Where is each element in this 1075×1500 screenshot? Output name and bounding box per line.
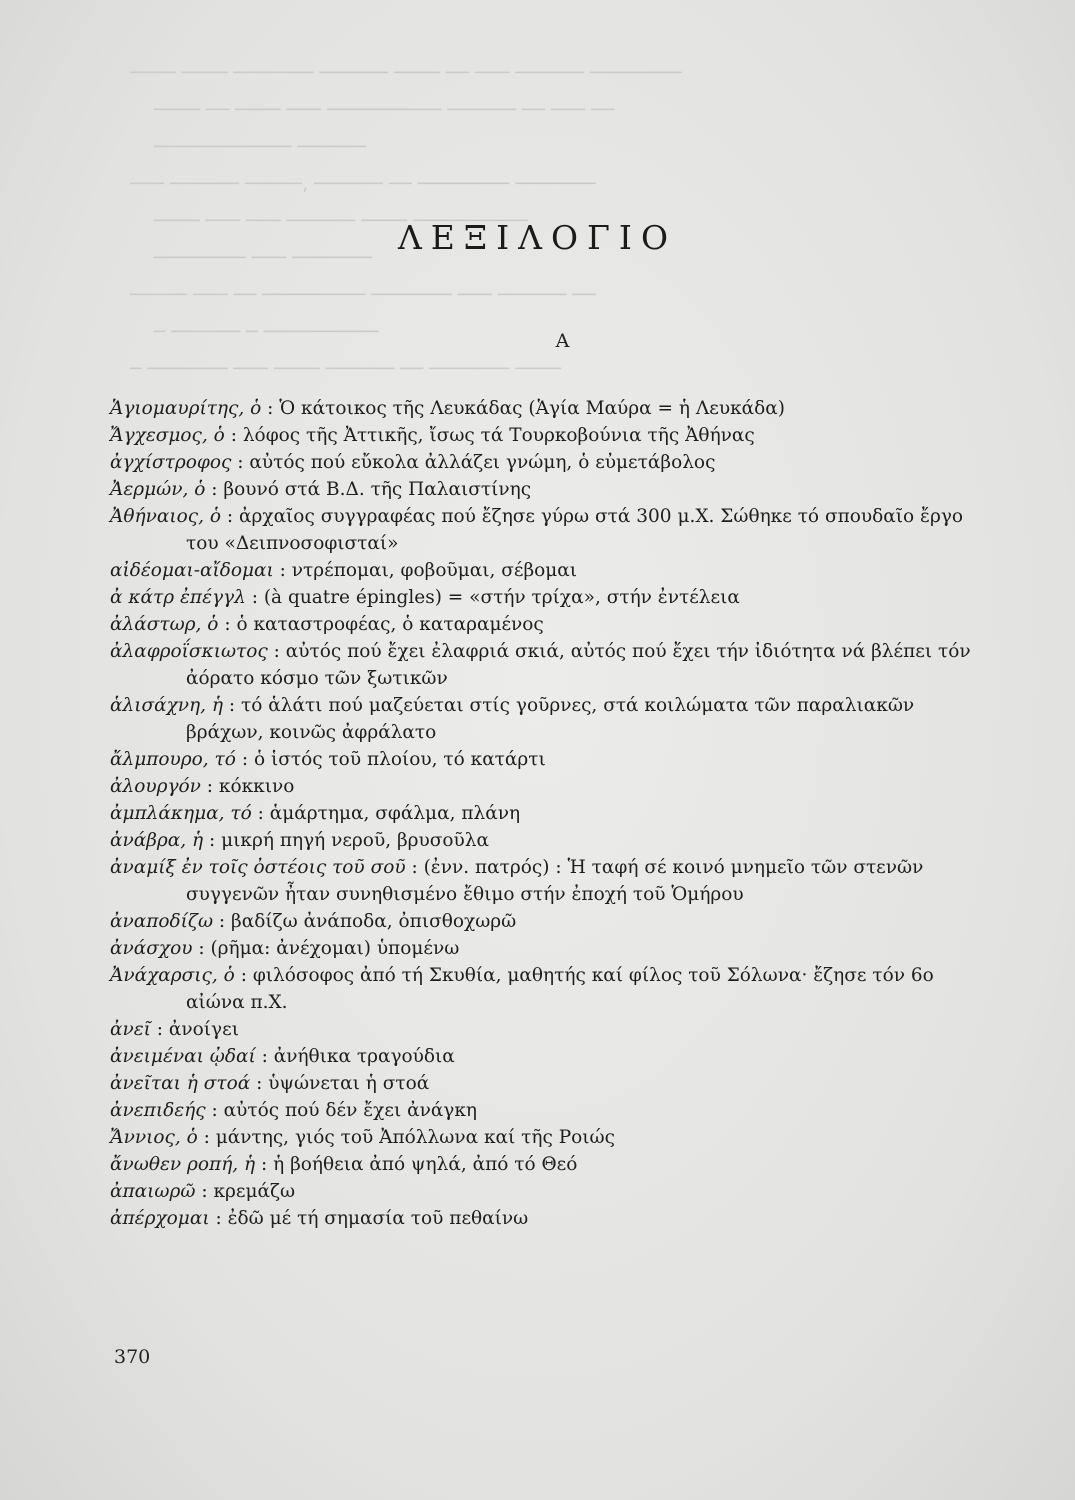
entry-term: ἀμπλάκημα, τό bbox=[110, 803, 252, 824]
entry-term: ἀλουργόν bbox=[110, 776, 201, 797]
entry-definition: ἀνοίγει bbox=[168, 1019, 239, 1040]
entry-separator: : bbox=[205, 1100, 224, 1121]
entry-term: ἀναμίξ ἐν τοῖς ὀστέοις τοῦ σοῦ bbox=[110, 857, 406, 878]
entry-definition: φιλόσοφος ἀπό τή Σκυθία, μαθητής καί φίλος τοῦ Σόλωνα· ἔζησε τόν 6ο αἰώνα π.Χ. bbox=[186, 965, 934, 1013]
entry-term: ἀπέρχομαι bbox=[110, 1208, 210, 1229]
entry-term: Ἁγιομαυρίτης, ὁ bbox=[110, 398, 262, 419]
entry-definition: (ρῆμα: ἀνέχομαι) ὑπομένω bbox=[210, 938, 460, 959]
entry-term: ἀνεῖται ἡ στοά bbox=[110, 1073, 251, 1094]
glossary-entry bbox=[110, 638, 980, 692]
entry-definition: κόκκινο bbox=[218, 776, 295, 797]
glossary-entry bbox=[110, 1070, 980, 1097]
glossary-entry bbox=[110, 854, 980, 908]
entry-definition: λόφος τῆς Ἀττικῆς, ἴσως τά Τουρκοβούνια τῆς Ἀθήνας bbox=[242, 425, 755, 446]
entry-separator: : bbox=[235, 749, 254, 770]
glossary-entry bbox=[110, 557, 980, 584]
entry-term: ἀνεῖ bbox=[110, 1019, 151, 1040]
entry-separator: : bbox=[255, 1154, 274, 1175]
entry-term: Ἄννιος, ὁ bbox=[110, 1127, 198, 1148]
entry-definition: κρεμάζω bbox=[213, 1181, 296, 1202]
entry-term: ἀλάστωρ, ὁ bbox=[110, 614, 219, 635]
entry-separator: : bbox=[224, 425, 243, 446]
entry-term: ἄνωθεν ροπή, ἡ bbox=[110, 1154, 256, 1175]
entry-term: ἀνεπιδεής bbox=[110, 1100, 206, 1121]
entry-definition: ἡ βοήθεια ἀπό ψηλά, ἀπό τό Θεό bbox=[273, 1154, 578, 1175]
entry-separator: : bbox=[405, 857, 424, 878]
glossary-entry bbox=[110, 1097, 980, 1124]
entry-definition: ὑψώνεται ἡ στοά bbox=[268, 1073, 430, 1094]
entry-separator: : bbox=[200, 776, 219, 797]
entry-term: Ἄγχεσμος, ὁ bbox=[110, 425, 225, 446]
glossary-entry bbox=[110, 1205, 980, 1232]
entry-definition: (à quatre épingles) = «στήν τρίχα», στήν ἐντέλεια bbox=[263, 587, 740, 608]
entry-definition: ἁμάρτημα, σφάλμα, πλάνη bbox=[269, 803, 521, 824]
entry-definition: (ἐνν. πατρός) : Ἡ ταφή σέ κοινό μνημεῖο τῶν στενῶν συγγενῶν ἦταν συνηθισμένο ἔθιμο στήν ἐποχή τοῦ Ὁμήρου bbox=[186, 857, 924, 905]
glossary-entry bbox=[110, 449, 980, 476]
entry-term: αἰδέομαι-αἴδομαι bbox=[110, 560, 274, 581]
entry-definition: ὁ καταστροφέας, ὁ καταραμένος bbox=[236, 614, 544, 635]
entry-term: ἁλισάχνη, ἡ bbox=[110, 695, 223, 716]
glossary-entry bbox=[110, 422, 980, 449]
glossary-entry bbox=[110, 584, 980, 611]
entry-separator: : bbox=[213, 911, 232, 932]
entry-term: Ἀερμών, ὁ bbox=[110, 479, 206, 500]
entry-separator: : bbox=[234, 965, 253, 986]
page-number: 370 bbox=[114, 1346, 151, 1368]
entry-separator: : bbox=[222, 695, 241, 716]
entry-separator: : bbox=[273, 560, 292, 581]
entry-definition: μάντης, γιός τοῦ Ἀπόλλωνα καί τῆς Ροιώς bbox=[215, 1127, 615, 1148]
glossary-entry bbox=[110, 800, 980, 827]
glossary-entry bbox=[110, 1151, 980, 1178]
entry-term: ἀναποδίζω bbox=[110, 911, 214, 932]
glossary-entry bbox=[110, 1124, 980, 1151]
entry-term: ἀνάσχου bbox=[110, 938, 193, 959]
entry-term: ἀνειμέναι ᾠδαί bbox=[110, 1046, 256, 1067]
glossary-entry bbox=[110, 908, 980, 935]
entry-separator: : bbox=[245, 587, 264, 608]
glossary-entry bbox=[110, 395, 980, 422]
entry-separator: : bbox=[203, 830, 222, 851]
entry-definition: ἀνήθικα τραγούδια bbox=[273, 1046, 455, 1067]
entry-separator: : bbox=[231, 452, 250, 473]
entry-separator: : bbox=[195, 1181, 214, 1202]
glossary-entry bbox=[110, 503, 980, 557]
entry-separator: : bbox=[150, 1019, 169, 1040]
entry-term: Ἀνάχαρσις, ὁ bbox=[110, 965, 235, 986]
glossary-entry bbox=[110, 746, 980, 773]
entry-separator: : bbox=[205, 479, 224, 500]
glossary-entry bbox=[110, 1016, 980, 1043]
entry-term: ἀπαιωρῶ bbox=[110, 1181, 196, 1202]
entry-definition: Ὁ κάτοικος τῆς Λευκάδας (Ἁγία Μαύρα = ἡ Λευκάδα) bbox=[279, 398, 785, 419]
glossary-entry bbox=[110, 962, 980, 1016]
entry-definition: ἐδῶ μέ τή σημασία τοῦ πεθαίνω bbox=[227, 1208, 529, 1229]
section-letter: Α bbox=[555, 330, 570, 352]
glossary-entry bbox=[110, 935, 980, 962]
entry-separator: : bbox=[220, 506, 239, 527]
glossary-entry bbox=[110, 773, 980, 800]
entry-definition: βουνό στά Β.Δ. τῆς Παλαιστίνης bbox=[223, 479, 532, 500]
entry-definition: μικρή πηγή νεροῦ, βρυσοῦλα bbox=[221, 830, 489, 851]
glossary-entry bbox=[110, 1043, 980, 1070]
entry-separator: : bbox=[261, 398, 280, 419]
glossary-list bbox=[110, 395, 980, 1232]
entry-definition: βαδίζω ἀνάποδα, ὀπισθοχωρῶ bbox=[231, 911, 517, 932]
entry-separator: : bbox=[209, 1208, 228, 1229]
entry-definition: ἀρχαῖος συγγραφέας πού ἔζησε γύρω στά 300 μ.Χ. Σώθηκε τό σπουδαῖο ἔργο του «Δειπνοσοφισταί» bbox=[186, 506, 964, 554]
entry-term: ἀγχίστροφος bbox=[110, 452, 232, 473]
entry-separator: : bbox=[267, 641, 286, 662]
bleed-through-text: ──── ──── ─────── ────── ──── ── ─── ────── ──────── ──── ── ──── ─── ────────── ────── ── ─── ── ──────────── ────── ─── ────── ─────, ────── ── ──────── ─────── ──── ─── ─── ────── ──── ────────── ──────── ─── ─────── ───── ─── ── ───────── ─────── ─── ────── ── ─ ────── ─ ────────── ─ ─────── ─── ──── ────── ── ─────── ──── bbox=[130, 62, 682, 380]
entry-term: ἀλαφροΐσκιωτος bbox=[110, 641, 268, 662]
glossary-entry bbox=[110, 692, 980, 746]
entry-separator: : bbox=[197, 1127, 216, 1148]
entry-definition: ὁ ἱστός τοῦ πλοίου, τό κατάρτι bbox=[253, 749, 546, 770]
entry-separator: : bbox=[218, 614, 237, 635]
glossary-entry bbox=[110, 476, 980, 503]
entry-separator: : bbox=[255, 1046, 274, 1067]
page-title: ΛΕΞΙΛΟΓΙΟ bbox=[397, 218, 678, 257]
entry-separator: : bbox=[251, 803, 270, 824]
entry-definition: τό ἁλάτι πού μαζεύεται στίς γοῦρνες, στά κοιλώματα τῶν παραλιακῶν βράχων, κοινῶς ἀφράλατο bbox=[186, 695, 915, 743]
entry-term: ἀνάβρα, ἡ bbox=[110, 830, 204, 851]
glossary-entry bbox=[110, 827, 980, 854]
entry-definition: ντρέπομαι, φοβοῦμαι, σέβομαι bbox=[291, 560, 578, 581]
entry-definition: αὐτός πού εὔκολα ἀλλάζει γνώμη, ὁ εὐμετάβολος bbox=[249, 452, 716, 473]
glossary-entry bbox=[110, 1178, 980, 1205]
entry-separator: : bbox=[192, 938, 211, 959]
entry-term: ἀ κάτρ ἐπέγγλ bbox=[110, 587, 246, 608]
entry-separator: : bbox=[250, 1073, 269, 1094]
entry-term: ἄλμπουρο, τό bbox=[110, 749, 236, 770]
entry-definition: αὐτός πού ἔχει ἐλαφριά σκιά, αὐτός πού ἔχει τήν ἰδιότητα νά βλέπει τόν ἀόρατο κόσμο τῶν ξωτικῶν bbox=[186, 641, 971, 689]
glossary-entry bbox=[110, 611, 980, 638]
entry-term: Ἀθήναιος, ὁ bbox=[110, 506, 221, 527]
entry-definition: αὐτός πού δέν ἔχει ἀνάγκη bbox=[223, 1100, 478, 1121]
